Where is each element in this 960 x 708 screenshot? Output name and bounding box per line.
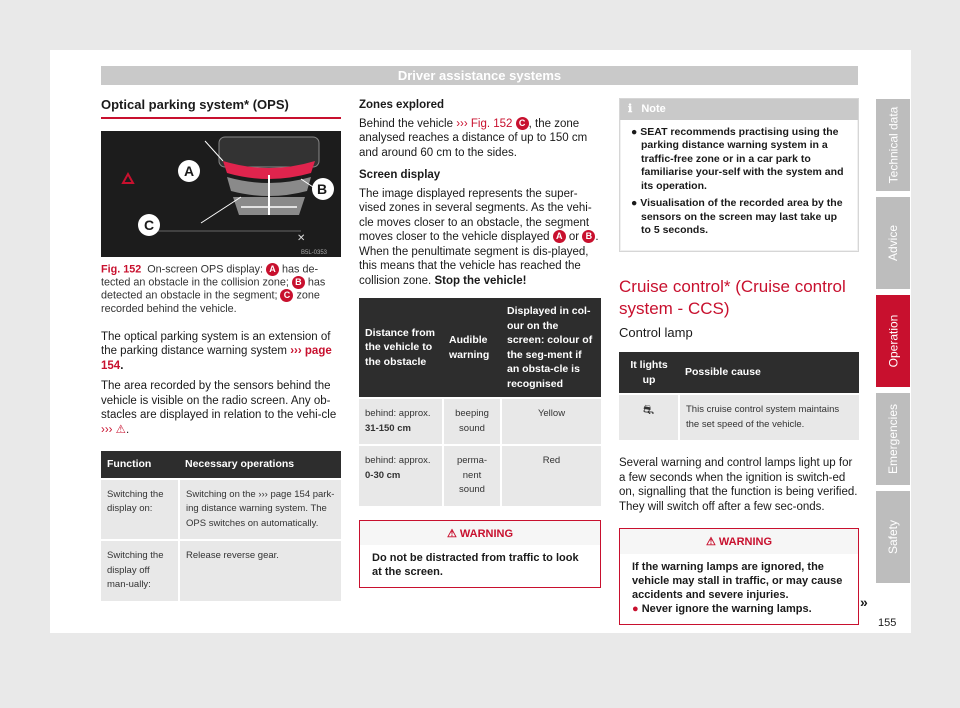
tab-label: Technical data: [886, 106, 900, 184]
svg-text:C: C: [144, 216, 155, 233]
distance-table: Distance from the vehicle to the obstacle Audible warning Displayed in col-our on the screen: colour of the seg-ment if an obsta-cle is recognised behind: approx. 31-150 cm beeping sound Yellow behind: approx. 0-30 cm perma-nent sound Red: [359, 298, 601, 506]
continued-icon: »: [860, 594, 868, 610]
note-item: ● SEAT recommends practising using the parking distance warning system in a traffic-free zone or in a car park to familiarise your-self with the system and its operation.: [631, 125, 844, 192]
page-number: 155: [878, 617, 897, 629]
figure-link[interactable]: ››› Fig. 152: [456, 117, 513, 130]
bubble-c: C: [280, 289, 293, 302]
paragraph: Behind the vehicle ››› Fig. 152 C , the zone analysed reaches a distance of up to 150 cm and around 60 cm to the sides.: [359, 117, 588, 159]
column-1: [101, 98, 341, 601]
paragraph: Several warning and control lamps light up for a few seconds when the ignition is switch-ed on, signalling that the function is being verified. They will switch off after a few sec-onds.: [619, 457, 858, 513]
subheading-zones: Zones explored: [359, 99, 444, 111]
tab-label: Advice: [886, 224, 900, 262]
tab-operation[interactable]: [876, 295, 910, 387]
info-icon: ℹ: [628, 103, 633, 115]
warning-icon: ⚠: [446, 527, 457, 540]
tab-safety[interactable]: [876, 491, 910, 583]
table-row: Switching the display off man-ually: Release reverse gear.: [101, 540, 341, 601]
paragraph: The image displayed represents the super-vised zones in several segments. As the vehi-cle moves closer to an obstacle, the segment moves closer to the vehicle displayed A or B . When the penultimate segment is dis-played, this means that the vehicle has reached the collision zone. Stop the vehicle!: [359, 187, 599, 287]
bubble-a: A: [266, 263, 279, 276]
table-row: Switching the display on: Switching on the ››› page 154 park-ing distance warning system. The OPS switches on automatically.: [101, 479, 341, 541]
column-3: [619, 98, 859, 625]
section-heading: Cruise control* (Cruise control system - CCS): [619, 276, 846, 318]
page-link[interactable]: ››› page 154: [101, 345, 332, 372]
function-table: Function Necessary operations Switching the display on: Switching on the ››› page 154 park-ing distance warning system. The OPS switches on automatically. Switching the display off man-ually: Release reverse gear.: [101, 451, 341, 601]
tab-label: Operation: [886, 314, 901, 368]
tab-label: Safety: [886, 519, 900, 555]
tab-technical-data[interactable]: [876, 99, 910, 191]
warning-ref-icon[interactable]: ››› ⚠: [101, 423, 126, 436]
tab-advice[interactable]: [876, 197, 910, 289]
svg-text:B: B: [317, 180, 328, 197]
running-header: Driver assistance systems: [101, 66, 858, 85]
paragraph: The optical parking system is an extension of the parking distance warning system ››› page 154.: [101, 330, 332, 372]
warning-icon: ⚠: [705, 536, 716, 548]
bubble-b: B: [292, 276, 305, 289]
note-item: ● Visualisation of the recorded area by the sensors on the screen may last take up to 5 seconds.: [631, 197, 843, 236]
figure-caption: Fig. 152 On-screen OPS display: A has de-tected an obstacle in the collision zone; B has detected an obstacle in the segment; C zone recorded behind the vehicle.: [101, 262, 326, 315]
paragraph: The area recorded by the sensors behind the vehicle is visible on the radio screen. Any ob-stacles are displayed in relation to the vehi-cle ››› ⚠.: [101, 380, 337, 436]
ops-display-figure: [101, 131, 341, 257]
cruise-control-icon: ⛐: [619, 394, 679, 440]
tab-emergencies[interactable]: [876, 393, 910, 485]
close-icon: ✕: [297, 232, 306, 244]
table-row: ⛐ This cruise control system maintains the set speed of the vehicle.: [619, 394, 859, 440]
note-box: ℹ Note ● SEAT recommends practising using the parking distance warning system in a traffic-free zone or in a car park to familiarise your-self with the system and its operation. ● Visualisation of the recorded area by the sensors on the screen may last take up to 5 seconds.: [619, 98, 859, 252]
subheading-screen: Screen display: [359, 169, 441, 181]
warning-text: Do not be distracted from traffic to look at the screen.: [360, 545, 600, 587]
control-lamp-table: It lights up Possible cause ⛐ This cruise control system maintains the set speed of the vehicle.: [619, 352, 859, 440]
column-2: [359, 98, 601, 588]
svg-text:A: A: [184, 162, 195, 179]
figure-code: B5L-0353: [301, 249, 328, 256]
table-row: behind: approx. 31-150 cm beeping sound Yellow: [359, 398, 601, 445]
warning-box: ⚠ WARNING Do not be distracted from traffic to look at the screen.: [359, 520, 601, 589]
section-title: Optical parking system* (OPS): [101, 98, 341, 119]
warning-box: ⚠ WARNING If the warning lamps are ignored, the vehicle may stall in traffic, or may cause accidents and severe injuries. ● Never ignore the warning lamps.: [619, 528, 859, 625]
figure-number: Fig. 152: [101, 262, 142, 275]
tab-label: Emergencies: [886, 403, 900, 475]
ops-display-illustration: [101, 131, 341, 257]
table-row: behind: approx. 0-30 cm perma-nent sound Red: [359, 445, 601, 506]
subsection-heading: Control lamp: [619, 324, 693, 340]
